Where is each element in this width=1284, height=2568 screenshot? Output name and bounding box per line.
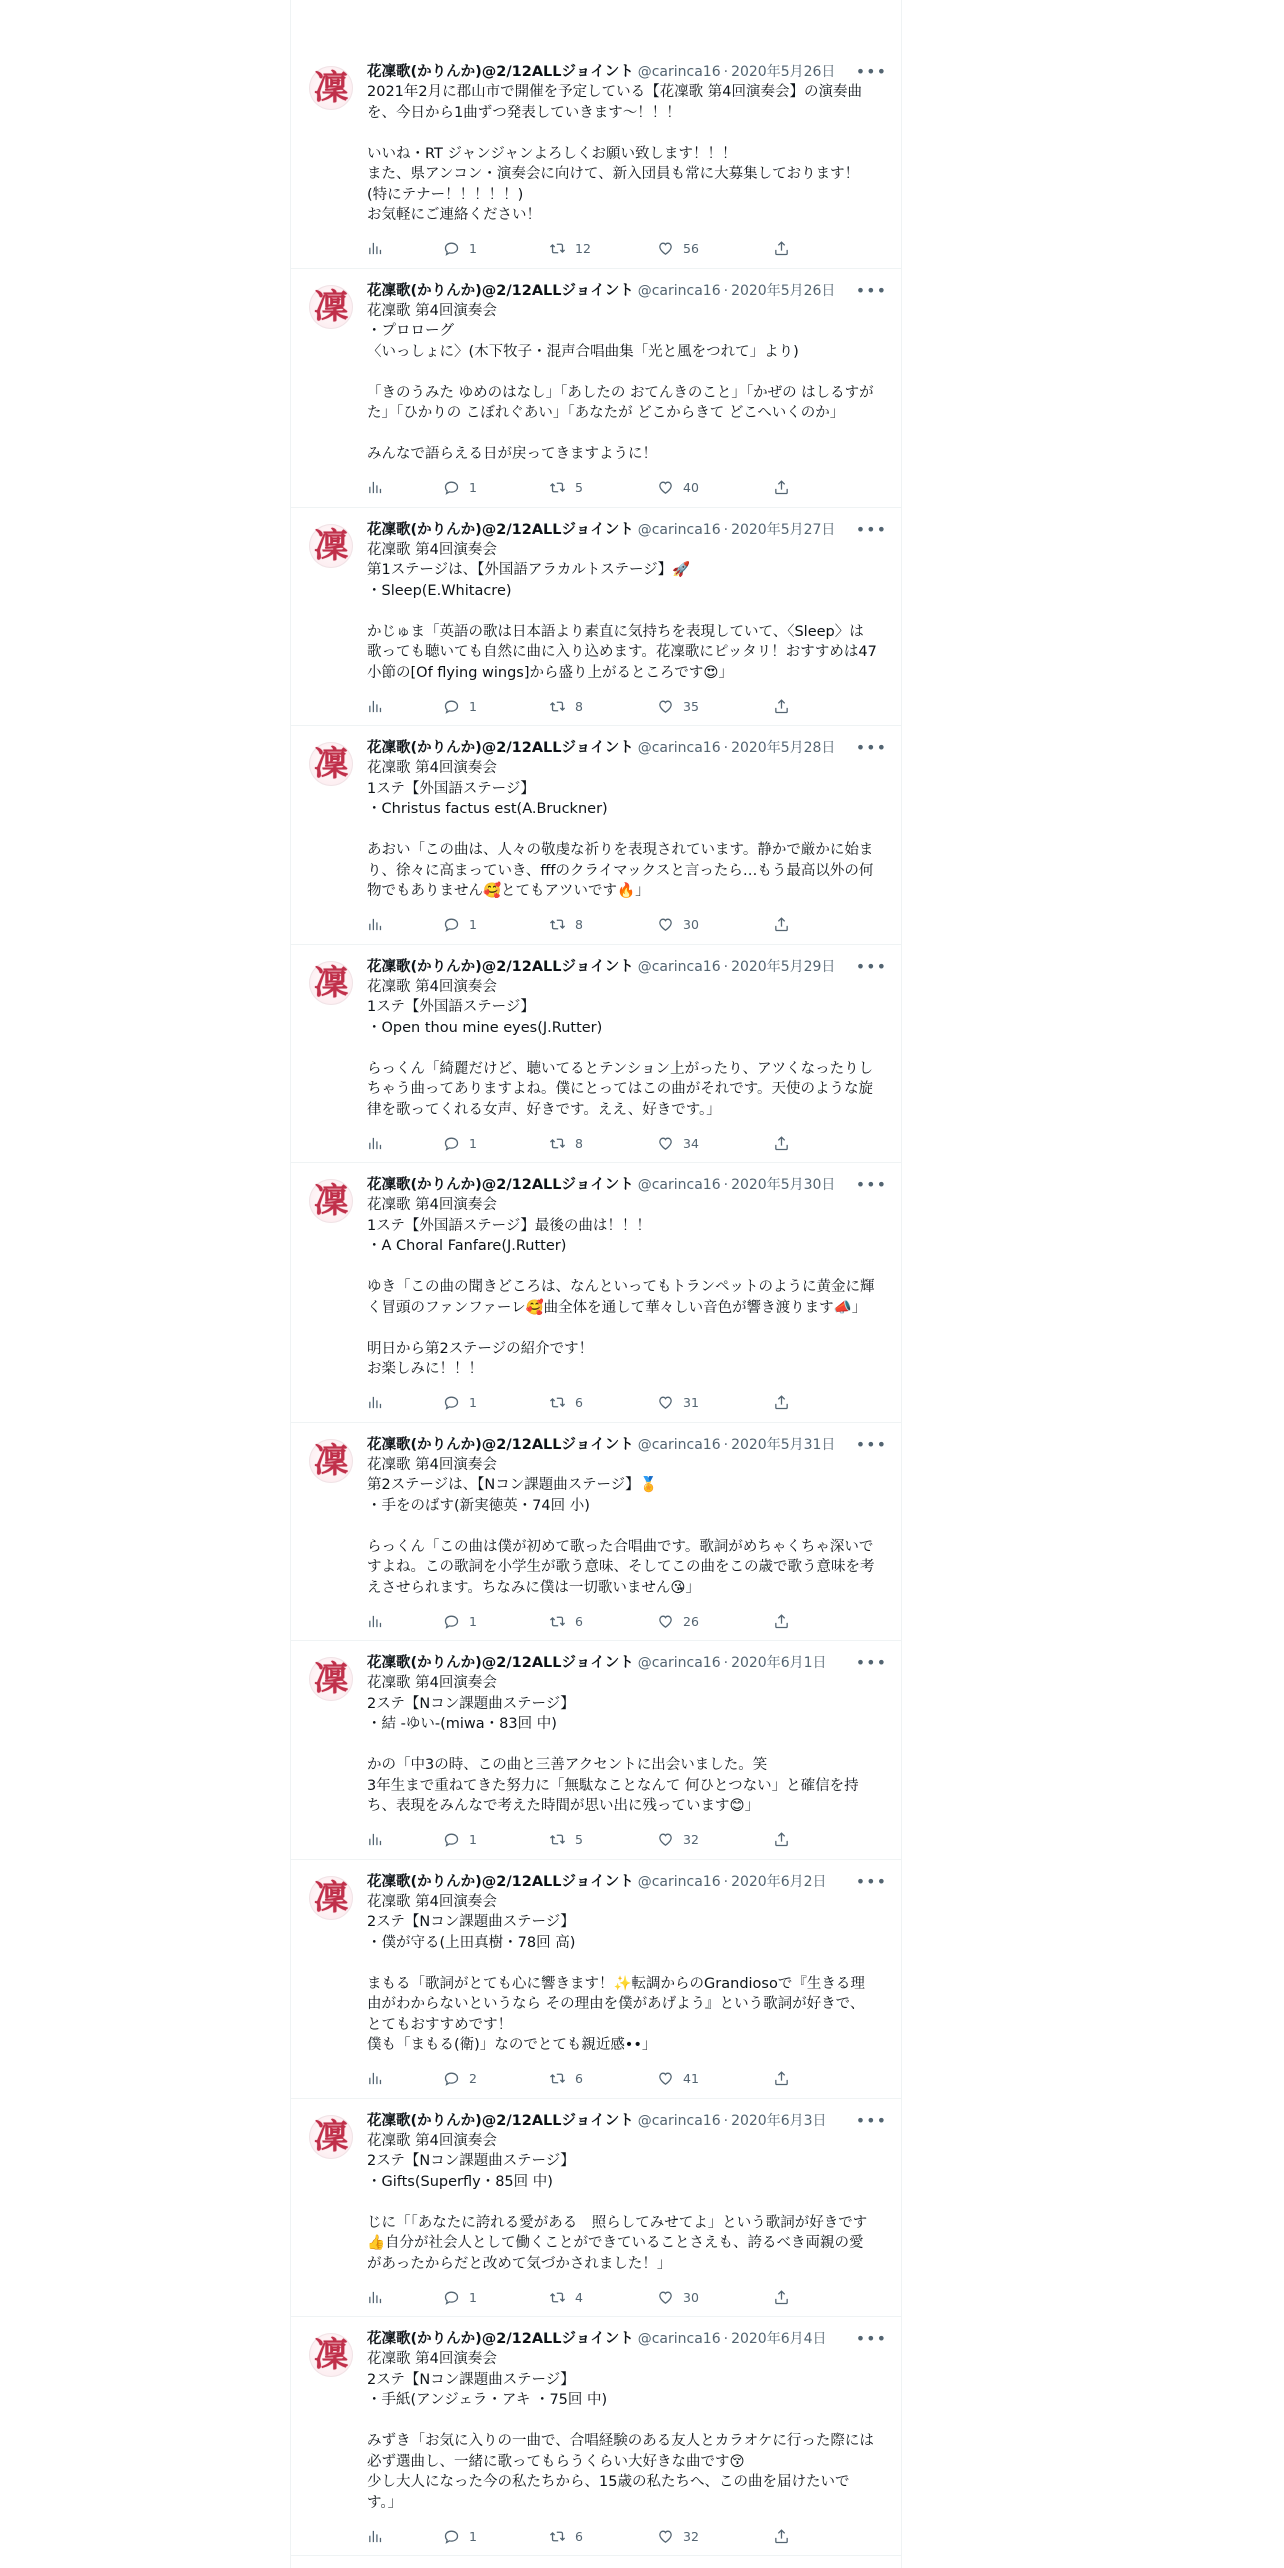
avatar[interactable] (309, 1657, 353, 1701)
share-upload-icon (773, 479, 790, 496)
display-name[interactable]: 花凜歌(かりんか)@2/12ALLジョイント (367, 740, 634, 756)
reply-button[interactable] (443, 2070, 549, 2087)
tweet-content (367, 738, 877, 944)
like-count: 32 (683, 1832, 699, 1847)
tweet-text: 花凜歌 第4回演奏会 1ステ【外国語ステージ】 ・Christus factus est(A.Bruckner) あおい「この曲は、人々の敬虔な祈りを表現されています。静かで厳かに始まり、徐々に高まっていき、fffのクライマックスと言ったら…もう最高以外の何物でもありません🥰とてもアツいです🔥」 (367, 760, 874, 899)
reply-count: 1 (469, 1135, 477, 1151)
views-button[interactable] (367, 1394, 443, 1411)
reply-button[interactable] (443, 1135, 549, 1152)
tweet-date[interactable]: 2020年5月27日 (731, 521, 836, 538)
like-count: 40 (683, 480, 699, 495)
display-name[interactable]: 花凜歌(かりんか)@2/12ALLジョイント (367, 2112, 634, 2129)
retweet-count: 6 (575, 2528, 583, 2544)
heart-icon (657, 479, 674, 496)
bar-chart-icon (367, 2289, 384, 2306)
tweet-date[interactable]: 2020年5月29日 (731, 958, 836, 975)
reply-count: 1 (469, 917, 477, 932)
tweet-header (367, 1872, 877, 1892)
user-handle[interactable]: @carinca16 (637, 1655, 721, 1671)
retweet-button[interactable] (549, 240, 657, 257)
speech-bubble-icon (443, 479, 460, 496)
tweet-content (367, 2111, 877, 2317)
share-button[interactable] (773, 2289, 790, 2306)
avatar[interactable] (309, 1439, 353, 1483)
share-upload-icon (773, 1135, 790, 1152)
tweet-actions (367, 230, 877, 268)
retweet-arrows-icon (549, 240, 566, 257)
tweet-content (367, 957, 877, 1163)
tweet-date[interactable]: 2020年5月26日 (731, 64, 836, 80)
tweet-actions (367, 906, 877, 944)
tweet-actions (367, 2060, 877, 2098)
tweet-header (367, 62, 877, 82)
user-handle[interactable]: @carinca16 (637, 1873, 721, 1890)
tweet-text: 花凜歌 第4回演奏会 2ステ【Nコン課題曲ステージ】 ・Gifts(Superfly・85回 中) じに「「あなたに誇れる愛がある 照らしてみせてよ」という歌詞が好きです👍自分が社会人として働くことができていることさえも、誇るべき両親の愛があったからだと改めて気づかされました！」 (367, 2132, 868, 2272)
retweet-arrows-icon (549, 479, 566, 496)
tweet[interactable] (291, 1423, 901, 1642)
share-upload-icon (773, 2528, 790, 2545)
views-button[interactable] (367, 2528, 443, 2545)
like-count: 34 (683, 1135, 699, 1151)
display-name[interactable]: 花凜歌(かりんか)@2/12ALLジョイント (367, 1655, 634, 1671)
retweet-arrows-icon (549, 1135, 566, 1152)
retweet-count: 12 (575, 241, 591, 256)
bar-chart-icon (367, 916, 384, 933)
heart-icon (657, 2528, 674, 2545)
retweet-arrows-icon (549, 1394, 566, 1411)
views-button[interactable] (367, 2289, 443, 2306)
avatar-glyph: 凜 (314, 68, 348, 108)
separator-dot: · (723, 958, 729, 975)
views-button[interactable] (367, 1613, 443, 1630)
avatar-glyph: 凜 (314, 286, 348, 327)
reply-button[interactable] (443, 916, 549, 933)
tweet-header (367, 520, 877, 540)
separator-dot: · (723, 2112, 729, 2129)
tweet-date[interactable]: 2020年6月1日 (731, 1655, 827, 1671)
more-options-icon[interactable]: ••• (855, 62, 887, 81)
tweet-content (367, 281, 877, 507)
avatar-glyph: 凜 (314, 1659, 348, 1699)
separator-dot: · (723, 1436, 729, 1453)
avatar[interactable] (309, 66, 353, 110)
speech-bubble-icon (443, 1135, 460, 1152)
like-button[interactable] (657, 2070, 773, 2087)
reply-count: 1 (469, 1832, 477, 1847)
tweet-header (367, 2329, 877, 2349)
share-upload-icon (773, 1613, 790, 1630)
views-button[interactable] (367, 1135, 443, 1152)
display-name[interactable]: 花凜歌(かりんか)@2/12ALLジョイント (367, 282, 634, 299)
user-handle[interactable]: @carinca16 (637, 64, 721, 80)
avatar-glyph: 凜 (314, 1877, 348, 1918)
tweet[interactable] (291, 726, 901, 945)
user-handle[interactable]: @carinca16 (637, 2331, 721, 2347)
share-upload-icon (773, 1394, 790, 1411)
retweet-count: 8 (575, 1135, 583, 1151)
retweet-button[interactable] (549, 1831, 657, 1848)
avatar[interactable] (309, 742, 353, 786)
like-button[interactable] (657, 2528, 773, 2545)
display-name[interactable]: 花凜歌(かりんか)@2/12ALLジョイント (367, 958, 634, 975)
like-count: 32 (683, 2528, 699, 2544)
separator-dot: · (723, 1873, 729, 1890)
retweet-count: 4 (575, 2289, 583, 2305)
tweet[interactable] (291, 1860, 901, 2099)
more-options-icon[interactable]: ••• (855, 519, 887, 539)
tweet-actions (367, 1602, 877, 1640)
avatar-glyph: 凜 (314, 2116, 348, 2157)
avatar[interactable] (309, 1876, 353, 1920)
reply-count: 1 (469, 480, 477, 495)
speech-bubble-icon (443, 2289, 460, 2306)
more-options-icon[interactable]: ••• (855, 1434, 887, 1454)
tweet-text: 花凜歌 第4回演奏会 1ステ【外国語ステージ】 ・Open thou mine eyes(J.Rutter) らっくん「綺麗だけど、聴いてるとテンション上がったり、アツくなったりしちゃう曲ってありますよね。僕にとってはこの曲がそれです。天使のような旋律を歌ってくれる女声、好きです。ええ、好きです。」 (367, 978, 874, 1118)
retweet-arrows-icon (549, 2289, 566, 2306)
user-handle[interactable]: @carinca16 (637, 958, 721, 975)
heart-icon (657, 1135, 674, 1152)
tweet[interactable] (291, 2099, 901, 2318)
more-options-icon[interactable]: ••• (855, 1653, 887, 1672)
user-handle[interactable]: @carinca16 (637, 2112, 721, 2129)
bar-chart-icon (367, 1135, 384, 1152)
views-button[interactable] (367, 916, 443, 933)
user-handle[interactable]: @carinca16 (637, 1436, 721, 1453)
like-count: 30 (683, 2289, 699, 2305)
reply-count: 2 (469, 2071, 477, 2086)
separator-dot: · (723, 1655, 729, 1671)
share-upload-icon (773, 2289, 790, 2306)
tweet-content (367, 1175, 877, 1422)
reply-count: 1 (469, 2528, 477, 2544)
avatar[interactable] (309, 1179, 353, 1223)
tweet-content (367, 1872, 877, 2098)
share-button[interactable] (773, 479, 790, 496)
retweet-button[interactable] (549, 916, 657, 933)
avatar-glyph: 凜 (314, 962, 348, 1003)
user-handle[interactable]: @carinca16 (637, 1177, 721, 1193)
views-button[interactable] (367, 698, 443, 715)
tweet-header (367, 1653, 877, 1673)
share-button[interactable] (773, 2528, 790, 2545)
retweet-button[interactable] (549, 1394, 657, 1411)
display-name[interactable]: 花凜歌(かりんか)@2/12ALLジョイント (367, 1873, 634, 1890)
tweet-text: 2021年2月に郡山市で開催を予定している【花凜歌 第4回演奏会】の演奏曲を、今日から1曲ずつ発表していきます〜！！！ いいね・RT ジャンジャンよろしくお願い致します！！！ また、県アンコン・演奏会に向けて、新入団員も常に大募集しております！(特にテナー！！！！！) お気軽にご連絡ください！ (367, 84, 862, 223)
timeline-column (290, 0, 902, 2568)
speech-bubble-icon (443, 2528, 460, 2545)
like-count: 30 (683, 917, 699, 932)
bar-chart-icon (367, 240, 384, 257)
tweet-content (367, 62, 877, 268)
bar-chart-icon (367, 698, 384, 715)
views-button[interactable] (367, 240, 443, 257)
tweet-actions (367, 2517, 877, 2555)
heart-icon (657, 1394, 674, 1411)
separator-dot: · (723, 740, 729, 756)
tweet-date[interactable]: 2020年5月31日 (731, 1436, 836, 1453)
reply-button[interactable] (443, 2528, 549, 2545)
reply-button[interactable] (443, 479, 549, 496)
tweet-date[interactable]: 2020年6月4日 (731, 2331, 827, 2347)
retweet-button[interactable] (549, 479, 657, 496)
avatar[interactable] (309, 524, 353, 568)
reply-count: 1 (469, 1395, 477, 1410)
avatar[interactable] (309, 961, 353, 1005)
share-upload-icon (773, 1831, 790, 1848)
like-button[interactable] (657, 479, 773, 496)
tweet-header (367, 281, 877, 301)
user-handle[interactable]: @carinca16 (637, 521, 721, 538)
like-button[interactable] (657, 916, 773, 933)
tweet[interactable] (291, 1641, 901, 1860)
avatar-glyph: 凜 (314, 525, 348, 566)
like-button[interactable] (657, 1135, 773, 1152)
views-button[interactable] (367, 479, 443, 496)
more-options-icon[interactable]: ••• (855, 1175, 887, 1194)
reply-button[interactable] (443, 240, 549, 257)
retweet-button[interactable] (549, 2289, 657, 2306)
like-count: 41 (683, 2071, 699, 2086)
tweet-actions (367, 469, 877, 507)
heart-icon (657, 1831, 674, 1848)
tweet[interactable] (291, 945, 901, 1164)
tweet-text: 花凜歌 第4回演奏会 第2ステージは、【Nコン課題曲ステージ】🏅 ・手をのばす(新実徳英・74回 小) らっくん「この曲は僕が初めて歌った合唱曲です。歌詞がめちゃくちゃ深いですよね。この歌詞を小学生が歌う意味、そしてこの曲をこの歳で歌う意味を考えさせられます。ちなみに僕は一切歌いません😘」 (367, 1456, 875, 1596)
like-button[interactable] (657, 1394, 773, 1411)
heart-icon (657, 240, 674, 257)
like-button[interactable] (657, 2289, 773, 2306)
more-options-icon[interactable]: ••• (855, 280, 887, 300)
retweet-count: 8 (575, 698, 583, 714)
tweet[interactable] (291, 2317, 901, 2556)
tweet-actions (367, 1384, 877, 1422)
views-button[interactable] (367, 2070, 443, 2087)
avatar[interactable] (309, 2115, 353, 2159)
share-upload-icon (773, 2070, 790, 2087)
like-button[interactable] (657, 698, 773, 715)
retweet-button[interactable] (549, 2528, 657, 2545)
display-name[interactable]: 花凜歌(かりんか)@2/12ALLジョイント (367, 1177, 634, 1193)
bar-chart-icon (367, 1394, 384, 1411)
speech-bubble-icon (443, 2070, 460, 2087)
tweet-header (367, 957, 877, 977)
share-upload-icon (773, 916, 790, 933)
reply-count: 1 (469, 241, 477, 256)
reply-button[interactable] (443, 698, 549, 715)
avatar[interactable] (309, 285, 353, 329)
retweet-button[interactable] (549, 1135, 657, 1152)
like-button[interactable] (657, 1613, 773, 1630)
speech-bubble-icon (443, 240, 460, 257)
tweet-text: 花凜歌 第4回演奏会 ・プロローグ 〈いっしょに〉(木下牧子・混声合唱曲集「光と風をつれて」より) 「きのうみた ゆめのはなし」「あしたの おてんきのこと」「かぜの はしるすがた」「ひかりの こぼれぐあい」「あなたが どこからきて どこへいくのか」 みんなで語らえる日が戻ってきますように！ (367, 302, 874, 462)
more-options-icon[interactable]: ••• (855, 1871, 887, 1891)
retweet-arrows-icon (549, 916, 566, 933)
like-button[interactable] (657, 240, 773, 257)
separator-dot: · (723, 2331, 729, 2347)
tweet-feed (291, 50, 901, 2556)
reply-button[interactable] (443, 2289, 549, 2306)
heart-icon (657, 1613, 674, 1630)
bar-chart-icon (367, 479, 384, 496)
retweet-button[interactable] (549, 2070, 657, 2087)
tweet-actions (367, 687, 877, 725)
retweet-button[interactable] (549, 1613, 657, 1630)
more-options-icon[interactable]: ••• (855, 956, 887, 976)
heart-icon (657, 2289, 674, 2306)
avatar-glyph: 凜 (314, 744, 348, 784)
tweet-content (367, 1653, 877, 1859)
avatar[interactable] (309, 2333, 353, 2377)
share-upload-icon (773, 240, 790, 257)
reply-button[interactable] (443, 1613, 549, 1630)
retweet-arrows-icon (549, 1831, 566, 1848)
speech-bubble-icon (443, 698, 460, 715)
heart-icon (657, 698, 674, 715)
tweet[interactable] (291, 50, 901, 269)
separator-dot: · (723, 521, 729, 538)
tweet[interactable] (291, 1163, 901, 1423)
reply-count: 1 (469, 2289, 477, 2305)
speech-bubble-icon (443, 1831, 460, 1848)
retweet-count: 5 (575, 1832, 583, 1847)
reply-button[interactable] (443, 1394, 549, 1411)
heart-icon (657, 2070, 674, 2087)
like-count: 35 (683, 698, 699, 714)
like-count: 26 (683, 1613, 699, 1629)
tweet-date[interactable]: 2020年5月28日 (731, 740, 836, 756)
share-button[interactable] (773, 1135, 790, 1152)
share-upload-icon (773, 698, 790, 715)
tweet-date[interactable]: 2020年5月30日 (731, 1177, 836, 1193)
tweet-date[interactable]: 2020年5月26日 (731, 282, 836, 299)
bar-chart-icon (367, 1613, 384, 1630)
reply-count: 1 (469, 698, 477, 714)
share-button[interactable] (773, 916, 790, 933)
display-name[interactable]: 花凜歌(かりんか)@2/12ALLジョイント (367, 64, 634, 80)
tweet-header (367, 1435, 877, 1455)
tweet-actions (367, 1124, 877, 1162)
share-button[interactable] (773, 698, 790, 715)
retweet-count: 6 (575, 1613, 583, 1629)
retweet-count: 5 (575, 480, 583, 495)
heart-icon (657, 916, 674, 933)
bar-chart-icon (367, 1831, 384, 1848)
tweet-header (367, 738, 877, 758)
more-options-icon[interactable]: ••• (855, 738, 887, 757)
tweet-text: 花凜歌 第4回演奏会 2ステ【Nコン課題曲ステージ】 ・僕が守る(上田真樹・78回 高) まもる「歌詞がとても心に響きます！✨転調からのGrandiosoで『生きる理由がわからないというなら その理由を僕があげよう』という歌詞が好きで、とてもおすすめです！ 僕も「まもる(衛)」なのでとても親近感••」 (367, 1893, 865, 2053)
like-button[interactable] (657, 1831, 773, 1848)
reply-button[interactable] (443, 1831, 549, 1848)
avatar-glyph: 凜 (314, 1181, 348, 1221)
tweet-actions (367, 2278, 877, 2316)
tweet-text: 花凜歌 第4回演奏会 1ステ【外国語ステージ】最後の曲は！！！ ・A Choral Fanfare(J.Rutter) ゆき「この曲の聞きどころは、なんといってもトランペットのように黄金に輝く冒頭のファンファーレ🥰曲全体を通して華々しい音色が響き渡ります📣」 明日から第2ステージの紹介です！ お楽しみに！！！ (367, 1197, 875, 1377)
more-options-icon[interactable]: ••• (855, 2329, 887, 2348)
display-name[interactable]: 花凜歌(かりんか)@2/12ALLジョイント (367, 521, 634, 538)
like-count: 31 (683, 1395, 699, 1410)
tweet-header (367, 1175, 877, 1195)
tweet-date[interactable]: 2020年6月2日 (731, 1873, 827, 1890)
retweet-arrows-icon (549, 2070, 566, 2087)
share-button[interactable] (773, 1831, 790, 1848)
user-handle[interactable]: @carinca16 (637, 282, 721, 299)
separator-dot: · (723, 64, 729, 80)
reply-count: 1 (469, 1613, 477, 1629)
retweet-arrows-icon (549, 698, 566, 715)
tweet-header (367, 2111, 877, 2131)
speech-bubble-icon (443, 916, 460, 933)
tweet-content (367, 2329, 877, 2555)
separator-dot: · (723, 1177, 729, 1193)
avatar-glyph: 凜 (314, 2335, 348, 2375)
share-button[interactable] (773, 2070, 790, 2087)
tweet-content (367, 520, 877, 726)
retweet-count: 8 (575, 917, 583, 932)
bar-chart-icon (367, 2070, 384, 2087)
retweet-arrows-icon (549, 1613, 566, 1630)
tweet[interactable] (291, 269, 901, 508)
share-button[interactable] (773, 1394, 790, 1411)
retweet-count: 6 (575, 1395, 583, 1410)
tweet-text: 花凜歌 第4回演奏会 第1ステージは、【外国語アラカルトステージ】🚀 ・Sleep(E.Whitacre) かじゅま「英語の歌は日本語より素直に気持ちを表現していて、〈Sleep〉は歌っても聴いても自然に曲に入り込めます。花凜歌にピッタリ！おすすめは47小節の[Of flying wings]から盛り上がるところです😍」 (367, 541, 877, 681)
share-button[interactable] (773, 1613, 790, 1630)
tweet-date[interactable]: 2020年6月3日 (731, 2112, 827, 2129)
display-name[interactable]: 花凜歌(かりんか)@2/12ALLジョイント (367, 1436, 634, 1453)
more-options-icon[interactable]: ••• (855, 2110, 887, 2130)
speech-bubble-icon (443, 1394, 460, 1411)
share-button[interactable] (773, 240, 790, 257)
like-count: 56 (683, 241, 699, 256)
views-button[interactable] (367, 1831, 443, 1848)
retweet-button[interactable] (549, 698, 657, 715)
tweet-actions (367, 1821, 877, 1859)
tweet-content (367, 1435, 877, 1641)
retweet-count: 6 (575, 2071, 583, 2086)
display-name[interactable]: 花凜歌(かりんか)@2/12ALLジョイント (367, 2331, 634, 2347)
avatar-glyph: 凜 (314, 1440, 348, 1481)
bar-chart-icon (367, 2528, 384, 2545)
retweet-arrows-icon (549, 2528, 566, 2545)
speech-bubble-icon (443, 1613, 460, 1630)
separator-dot: · (723, 282, 729, 299)
tweet-text: 花凜歌 第4回演奏会 2ステ【Nコン課題曲ステージ】 ・手紙(アンジェラ・アキ ・75回 中) みずき「お気に入りの一曲で、合唱経験のある友人とカラオケに行った際には必ず選曲し、一緒に歌ってもらうくらい大好きな曲です😚 少し大人になった今の私たちから、15歳の私たちへ、この曲を届けたいです。」 (367, 2351, 874, 2511)
user-handle[interactable]: @carinca16 (637, 740, 721, 756)
tweet-text: 花凜歌 第4回演奏会 2ステ【Nコン課題曲ステージ】 ・結 -ゆい-(miwa・83回 中) かの「中3の時、この曲と三善アクセントに出会いました。笑 3年生まで重ねてきた努力に「無駄なことなんて 何ひとつない」と確信を持ち、表現をみんなで考えた時間が思い出に残っています😊」 (367, 1675, 859, 1814)
tweet[interactable] (291, 508, 901, 727)
